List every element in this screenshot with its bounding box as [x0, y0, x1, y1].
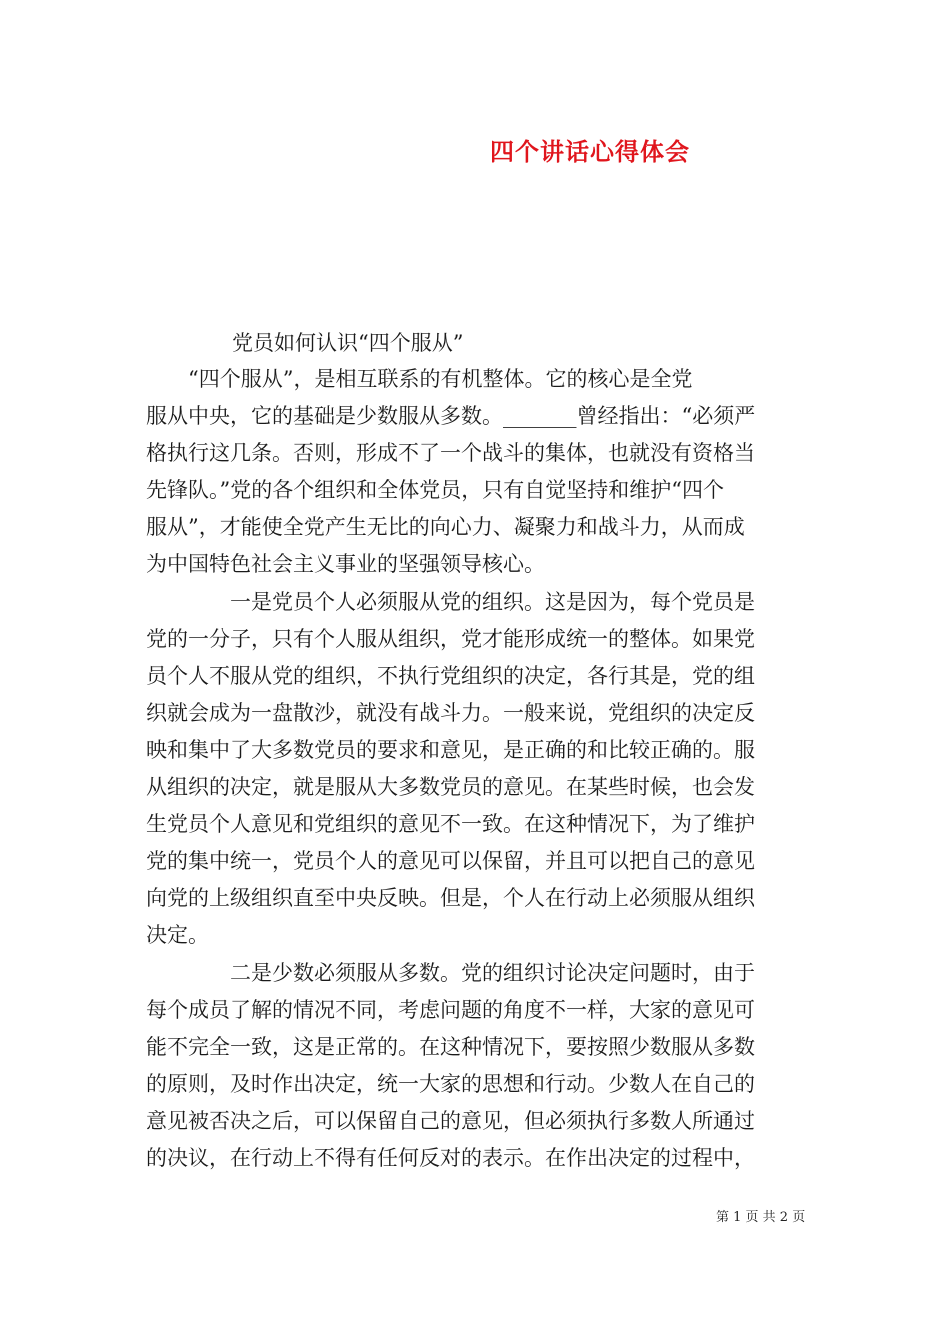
section-subtitle: 党员如何认识“四个服从” [232, 331, 464, 355]
text-line: 意见被否决之后，可以保留自己的意见，但必须执行多数人所通过 [146, 1108, 755, 1133]
text-line: 服从中央，它的基础是少数服从多数。_______曾经指出：“必须严 [146, 404, 756, 429]
document-title: 四个讲话心得体会 [490, 137, 690, 166]
text-line: 决定。 [146, 923, 209, 948]
text-line: 先锋队。”党的各个组织和全体党员，只有自觉坚持和维护“四个 [146, 478, 724, 503]
text-line: 党的一分子，只有个人服从组织，党才能形成统一的整体。如果党 [146, 626, 755, 651]
text-line: 格执行这几条。否则，形成不了一个战斗的集体，也就没有资格当 [146, 441, 755, 466]
text-line: 每个成员了解的情况不同，考虑问题的角度不一样，大家的意见可 [146, 997, 755, 1022]
text-line: 党的集中统一，党员个人的意见可以保留，并且可以把自己的意见 [146, 849, 755, 874]
text-line: 映和集中了大多数党员的要求和意见，是正确的和比较正确的。服 [146, 737, 755, 762]
text-line: 织就会成为一盘散沙，就没有战斗力。一般来说，党组织的决定反 [146, 700, 755, 725]
text-line: 为中国特色社会主义事业的坚强领导核心。 [146, 552, 545, 577]
text-line: 服从”，才能使全党产生无比的向心力、凝聚力和战斗力，从而成 [146, 515, 745, 540]
text-line: 的原则，及时作出决定，统一大家的思想和行动。少数人在自己的 [146, 1071, 755, 1096]
text-line: 生党员个人意见和党组织的意见不一致。在这种情况下，为了维护 [146, 812, 755, 837]
text-line: “四个服从”，是相互联系的有机整体。它的核心是全党 [146, 367, 693, 391]
body-text [146, 361, 808, 1177]
text-line: 的决议，在行动上不得有任何反对的表示。在作出决定的过程中， [146, 1145, 755, 1170]
page-footer: 第 1 页 共 2 页 [716, 1210, 806, 1225]
text-line: 向党的上级组织直至中央反映。但是，个人在行动上必须服从组织 [146, 886, 755, 911]
text-line: 能不完全一致，这是正常的。在这种情况下，要按照少数服从多数 [146, 1034, 755, 1059]
text-line: 员个人不服从党的组织，不执行党组织的决定，各行其是，党的组 [146, 663, 755, 688]
text-line: 一是党员个人必须服从党的组织。这是因为，每个党员是 [146, 589, 755, 614]
text-line: 二是少数必须服从多数。党的组织讨论决定问题时，由于 [146, 960, 755, 985]
text-line: 从组织的决定，就是服从大多数党员的意见。在某些时候，也会发 [146, 775, 755, 800]
